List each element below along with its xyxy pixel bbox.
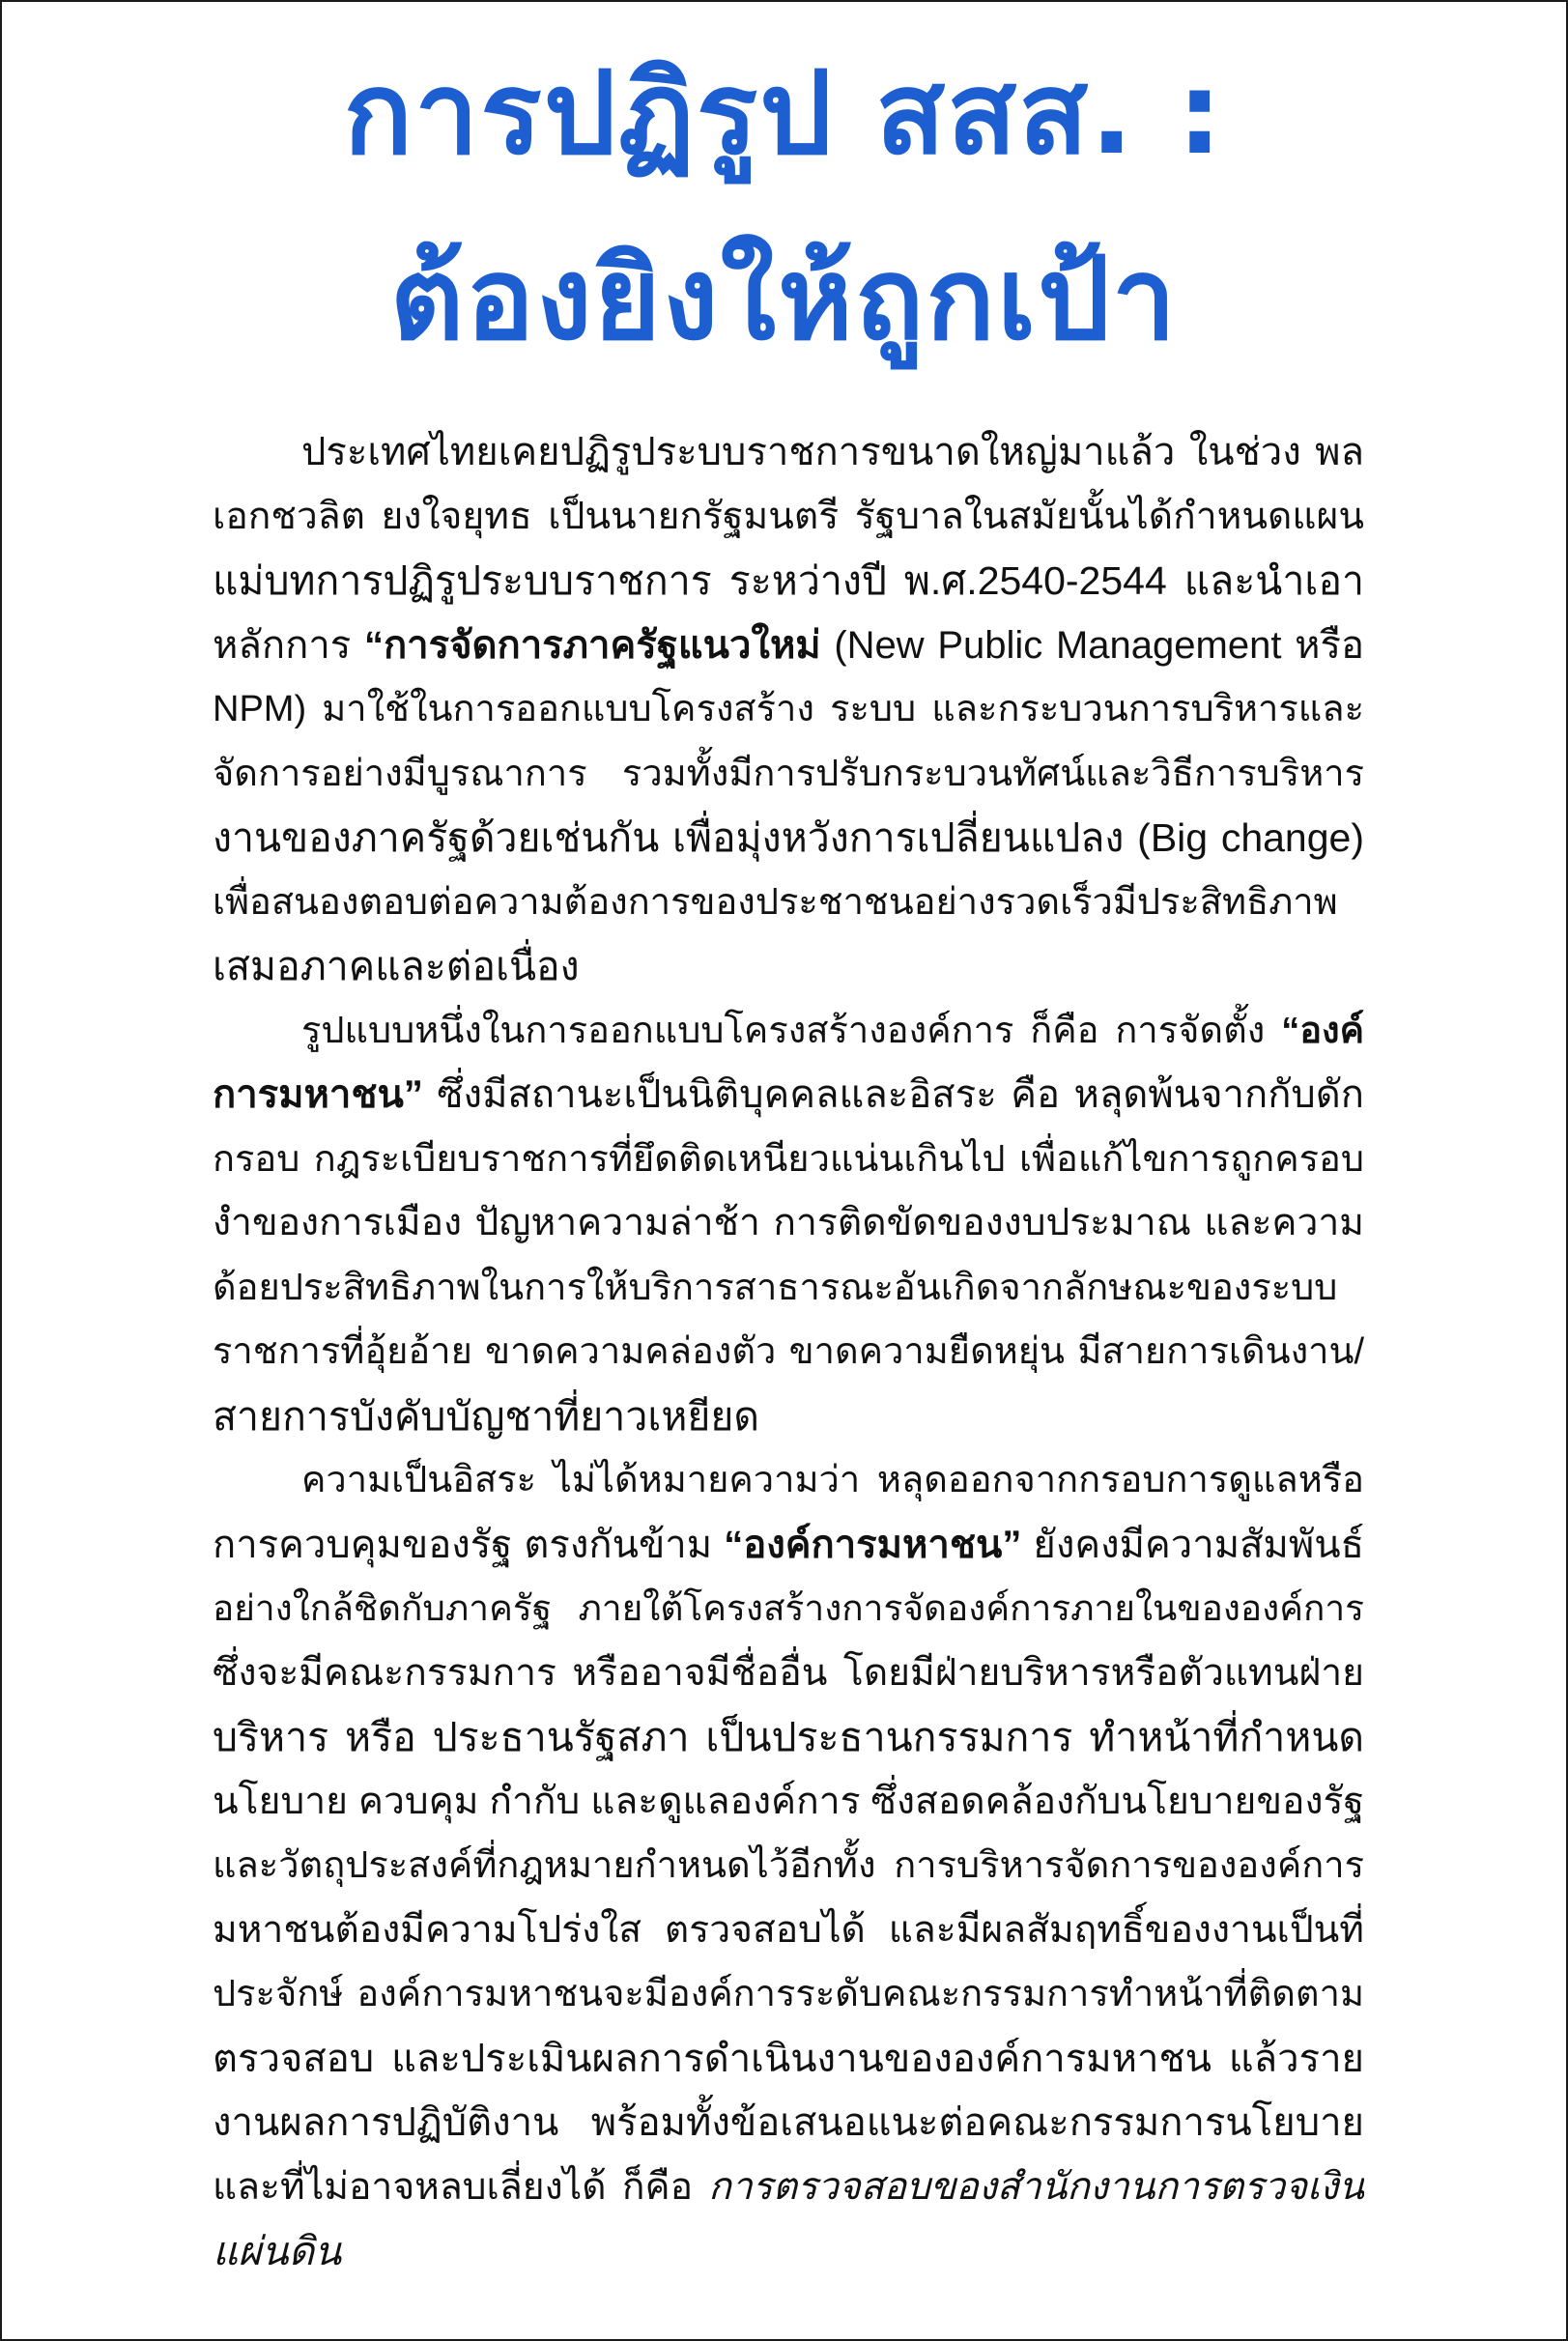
italic-text: การตรวจสอบของสำนักงานการตรวจเงิน [708,2165,1364,2208]
article-body [213,420,1364,2284]
text-segment: เพื่อสนองตอบต่อความต้องการของประชาชนอย่างรวดเร็วมีประสิทธิภาพ [213,881,1338,923]
text-segment: (New Public Management หรือ [820,623,1364,667]
bold-text: “องค์ [1281,1010,1364,1051]
text-line [213,1191,1364,1256]
text-segment: งานผลการปฏิบัติงาน พร้อมทั้งข้อเสนอแนะต่อคณะกรรมการนโยบาย [213,2101,1364,2144]
text-line [213,1834,1364,1898]
text-line [213,806,1364,871]
bold-text: “องค์การมหาชน” [724,1523,1022,1566]
text-line [213,485,1364,550]
text-segment: กรอบ กฎระเบียบราชการที่ยึดติดเหนียวแน่นเกินไป เพื่อแก้ไขการถูกครอบ [213,1138,1364,1180]
text-line [213,2091,1364,2155]
text-line [213,871,1364,935]
text-segment: รูปแบบหนึ่งในการออกแบบโครงสร้างองค์การ ก็คือ การจัดตั้ง [301,1010,1282,1051]
text-segment: ซึ่งมีสถานะเป็นนิติบุคคลและอิสระ คือ หลุดพ้นจากกับดัก [422,1073,1364,1116]
text-line [213,1898,1364,1963]
text-segment: นโยบาย ควบคุม กำกับ และดูแลองค์การ ซึ่งสอดคล้องกับนโยบายของรัฐ [213,1780,1364,1822]
bold-text: การมหาชน” [213,1073,423,1116]
text-segment: งานของภาครัฐด้วยเช่นกัน เพื่อมุ่งหวังการเปลี่ยนแปลง (Big change) [213,815,1364,860]
text-segment: แม่บทการปฏิรูประบบราชการ ระหว่างปี พ.ศ.2540-2544 และนำเอา [213,558,1364,603]
text-segment: หลักการ [213,623,364,667]
title-line-1: การปฏิรูป สสส. : [343,46,1225,180]
text-segment: งำของการเมือง ปัญหาความล่าช้า การติดขัดของงบประมาณ และความ [213,1202,1364,1243]
text-segment: บริหาร หรือ ประธานรัฐสภา เป็นประธานกรรมการ ทำหน้าที่กำหนด [213,1715,1364,1759]
text-segment: ราชการที่อุ้ยอ้าย ขาดความคล่องตัว ขาดความยืดหยุ่น มีสายการเดินงาน/ [213,1331,1364,1372]
text-line [213,1642,1364,1706]
title-line-2: ต้องยิงให้ถูกเป้า [389,232,1179,365]
text-segment: และที่ไม่อาจหลบเลี่ยงได้ ก็คือ [213,2165,709,2208]
text-line [213,1577,1364,1642]
text-line [213,1962,1364,2027]
bold-text: “การจัดการภาครัฐแนวใหม่ [363,623,821,667]
text-segment: มหาชนต้องมีความโปร่งใส ตรวจสอบได้ และมีผลสัมฤทธิ์ของงานเป็นที่ [213,1908,1364,1951]
text-line [213,1448,1364,1513]
paragraph [213,999,1364,1449]
text-segment: จัดการอย่างมีบูรณาการ รวมทั้งมีการปรับกระบวนทัศน์และวิธีการบริหาร [213,753,1364,794]
text-line [213,1256,1364,1321]
text-line [213,614,1364,678]
text-line [213,420,1364,485]
text-line [213,999,1364,1064]
text-segment: เอกชวลิต ยงใจยุทธ เป็นนายกรัฐมนตรี รัฐบาลในสมัยนั้นได้กำหนดแผน [213,495,1364,537]
text-segment: ความเป็นอิสระ ไม่ได้หมายความว่า หลุดออกจากกรอบการดูแลหรือ [301,1460,1364,1500]
text-line [213,1770,1364,1835]
text-line [213,934,1364,999]
text-line [213,2219,1364,2284]
paragraph [213,1448,1364,2284]
text-segment: อย่างใกล้ชิดกับภาครัฐ ภายใต้โครงสร้างการจัดองค์การภายในขององค์การ [213,1588,1364,1628]
text-segment: และวัตถุประสงค์ที่กฎหมายกำหนดไว้อีกทั้ง การบริหารจัดการขององค์การ [213,1845,1364,1886]
text-segment: ประจักษ์ องค์การมหาชนจะมีองค์การระดับคณะกรรมการทำหน้าที่ติดตาม [213,1974,1364,2014]
text-segment: การควบคุมของรัฐ ตรงกันข้าม [213,1523,725,1566]
text-segment: ซึ่งจะมีคณะกรรมการ หรืออาจมีชื่ออื่น โดยมีฝ่ายบริหารหรือตัวแทนฝ่าย [213,1651,1364,1694]
text-segment: ด้อยประสิทธิภาพในการให้บริการสาธารณะอันเกิดจากลักษณะของระบบ [213,1267,1338,1308]
text-segment: ประเทศไทยเคยปฏิรูประบบราชการขนาดใหญ่มาแล้ว ในช่วง พล [301,431,1364,473]
text-line [213,742,1364,807]
paragraph [213,420,1364,999]
text-segment: สายการบังคับบัญชาที่ยาวเหยียด [213,1393,760,1439]
text-line [213,1128,1364,1192]
text-line [213,677,1364,742]
text-segment: เสมอภาคและต่อเนื่อง [213,944,580,988]
text-line [213,2027,1364,2092]
text-line [213,1320,1364,1385]
text-line [213,1385,1364,1449]
text-segment: NPM) มาใช้ในการออกแบบโครงสร้าง ระบบ และกระบวนการบริหารและ [213,689,1364,729]
text-line [213,1705,1364,1770]
text-line [213,1513,1364,1578]
text-line [213,1063,1364,1128]
text-line [213,549,1364,614]
italic-text: แผ่นดิน [213,2229,342,2273]
text-segment: ยังคงมีความสัมพันธ์ [1021,1523,1364,1566]
text-segment: ตรวจสอบ และประเมินผลการดำเนินงานขององค์การมหาชน แล้วราย [213,2037,1364,2080]
text-line [213,2155,1364,2220]
